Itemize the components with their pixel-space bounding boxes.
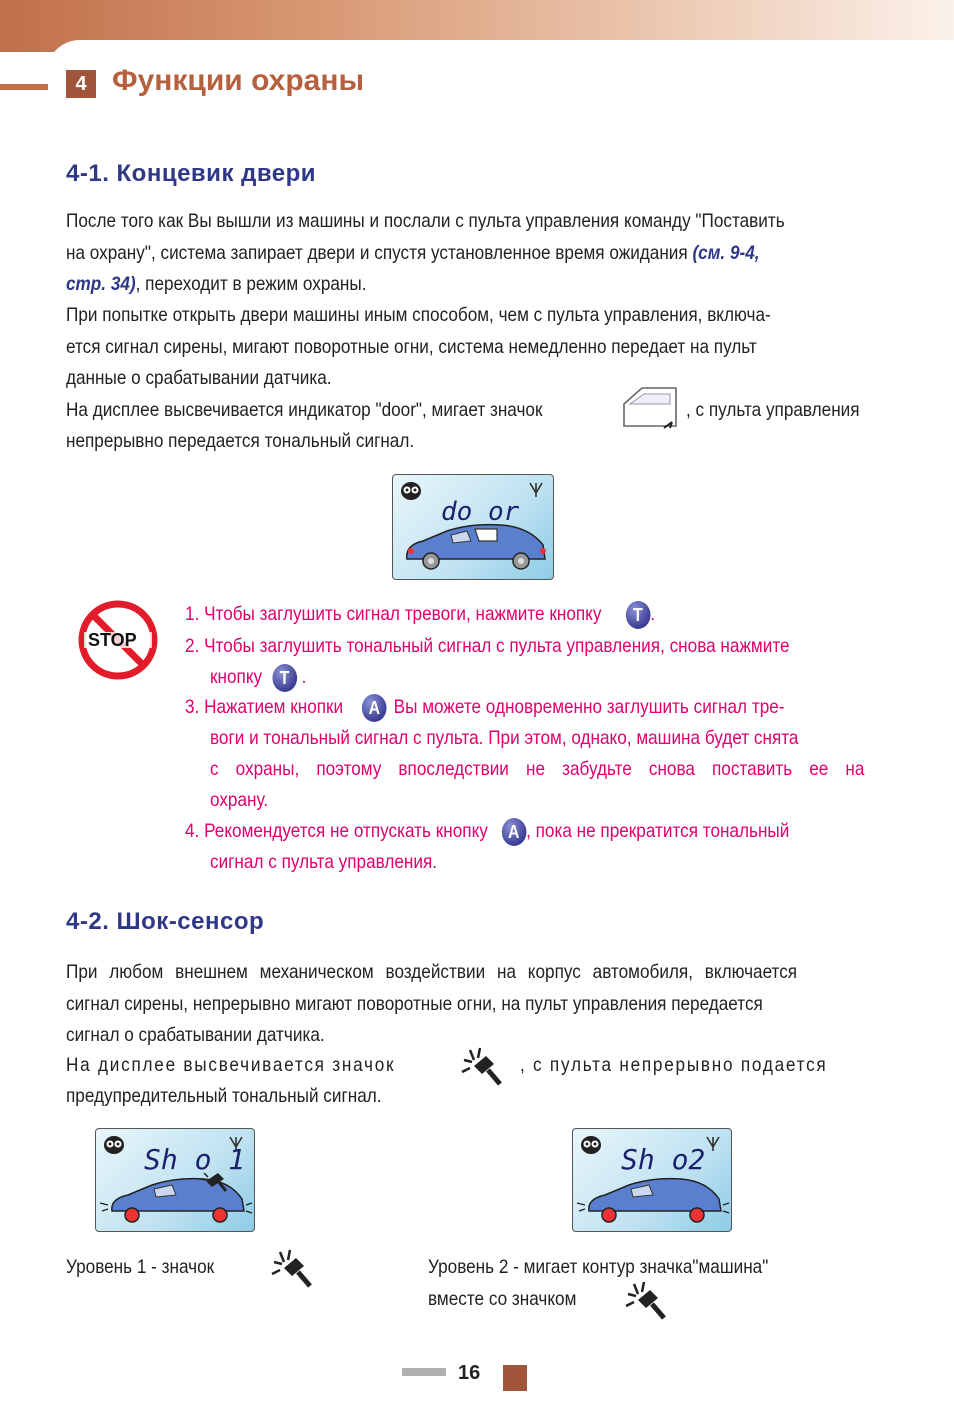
- page-reference: (см. 9-4,: [692, 241, 760, 264]
- door-paragraph-1: После того как Вы вышли из машины и послали с пульта управления команду "Поставить на охрану", система запирает двери и спустя установленное время ожидания (см. 9-4, стр. 34), переходит в режим охраны.: [66, 210, 785, 295]
- level-2-caption-cont: вместе со значком: [428, 1288, 577, 1310]
- shock-hammer-icon: [460, 1046, 504, 1086]
- car-icon: [100, 1179, 252, 1222]
- page-number: 16: [458, 1362, 481, 1384]
- lcd-display-door: [392, 474, 554, 580]
- level-1-caption: Уровень 1 - значок: [66, 1256, 215, 1278]
- shock-paragraph-2a: На дисплее высвечивается значок: [66, 1054, 396, 1076]
- lcd-shock2-text: Sh o2: [621, 1143, 706, 1176]
- instruction-item-3-line-4: охрану.: [210, 789, 269, 811]
- instruction-item-2-cont: кнопку T .: [210, 662, 306, 694]
- owl-icon: [401, 482, 421, 500]
- section-title: Функции охраны: [112, 64, 365, 97]
- lcd-door-art: [393, 475, 553, 579]
- shock-paragraph-1: При любом внешнем механическом воздействии на корпус автомобиля, включается сигнал сирены, непрерывно мигают поворотные огни, на пульт управления передается сигнал о срабатывании датчика.: [66, 961, 798, 1046]
- footer-bar: [402, 1368, 446, 1376]
- door-icon: [620, 384, 682, 432]
- door-paragraph-3a: На дисплее высвечивается индикатор "door", мигает значок: [66, 399, 543, 421]
- shock-paragraph-2c: предупредительный тональный сигнал.: [66, 1085, 382, 1107]
- car-icon: [577, 1179, 729, 1222]
- owl-icon: [581, 1136, 601, 1154]
- instruction-item-3-line-3: с охраны, поэтому впоследствии не забудьте снова поставить ее на: [210, 758, 865, 780]
- button-a-icon: A: [501, 818, 526, 846]
- lcd-display-shock-1: [95, 1128, 255, 1232]
- subsection-title-shock: 4-2. Шок-сенсор: [66, 908, 265, 935]
- shock-hammer-icon: [624, 1280, 668, 1320]
- lcd-display-shock-2: [572, 1128, 732, 1232]
- footer-square: [503, 1365, 527, 1391]
- instruction-item-3-line-2: воги и тональный сигнал с пульта. При этом, однако, машина будет снята: [210, 727, 799, 749]
- shock-paragraph-2b: , с пульта непрерывно подается: [520, 1054, 828, 1076]
- level-2-caption: Уровень 2 - мигает контур значка"машина": [428, 1256, 769, 1278]
- header-rule: [0, 84, 48, 90]
- subsection-title-door: 4-1. Концевик двери: [66, 160, 317, 187]
- owl-icon: [104, 1136, 124, 1154]
- button-a-icon: A: [362, 694, 387, 722]
- door-paragraph-3b: , с пульта управления: [686, 399, 860, 421]
- door-paragraph-3c: непрерывно передается тональный сигнал.: [66, 430, 415, 452]
- instruction-item-2: 2. Чтобы заглушить тональный сигнал с пульта управления, снова нажмите: [185, 635, 790, 657]
- shock-hammer-icon: [270, 1248, 314, 1288]
- door-paragraph-2: При попытке открыть двери машины иным способом, чем с пульта управления, включа- ется сигнал сирены, мигают поворотные огни, система немедленно передает на пульт данные о срабатывании датчика.: [66, 304, 771, 389]
- antenna-icon: [530, 483, 542, 497]
- instruction-item-3: 3. Нажатием кнопки A Вы можете одновременно заглушить сигнал тре-: [185, 692, 785, 724]
- instruction-item-4: 4. Рекомендуется не отпускать кнопку A , пока не прекратится тональный: [185, 816, 789, 848]
- page-reference-cont: стр. 34): [66, 273, 136, 295]
- section-number-badge: 4: [66, 70, 96, 98]
- instruction-item-4-line-2: сигнал с пульта управления.: [210, 851, 438, 873]
- car-icon: [407, 525, 546, 569]
- antenna-icon: [707, 1137, 719, 1151]
- stop-label: STOP: [88, 630, 137, 650]
- lcd-shock1-text: Sh o 1: [144, 1143, 246, 1176]
- button-t-icon: T: [626, 601, 651, 629]
- instruction-item-1: 1. Чтобы заглушить сигнал тревоги, нажмите кнопку T .: [185, 599, 655, 631]
- lcd-door-text: do or: [441, 497, 520, 527]
- button-t-icon: T: [272, 664, 297, 692]
